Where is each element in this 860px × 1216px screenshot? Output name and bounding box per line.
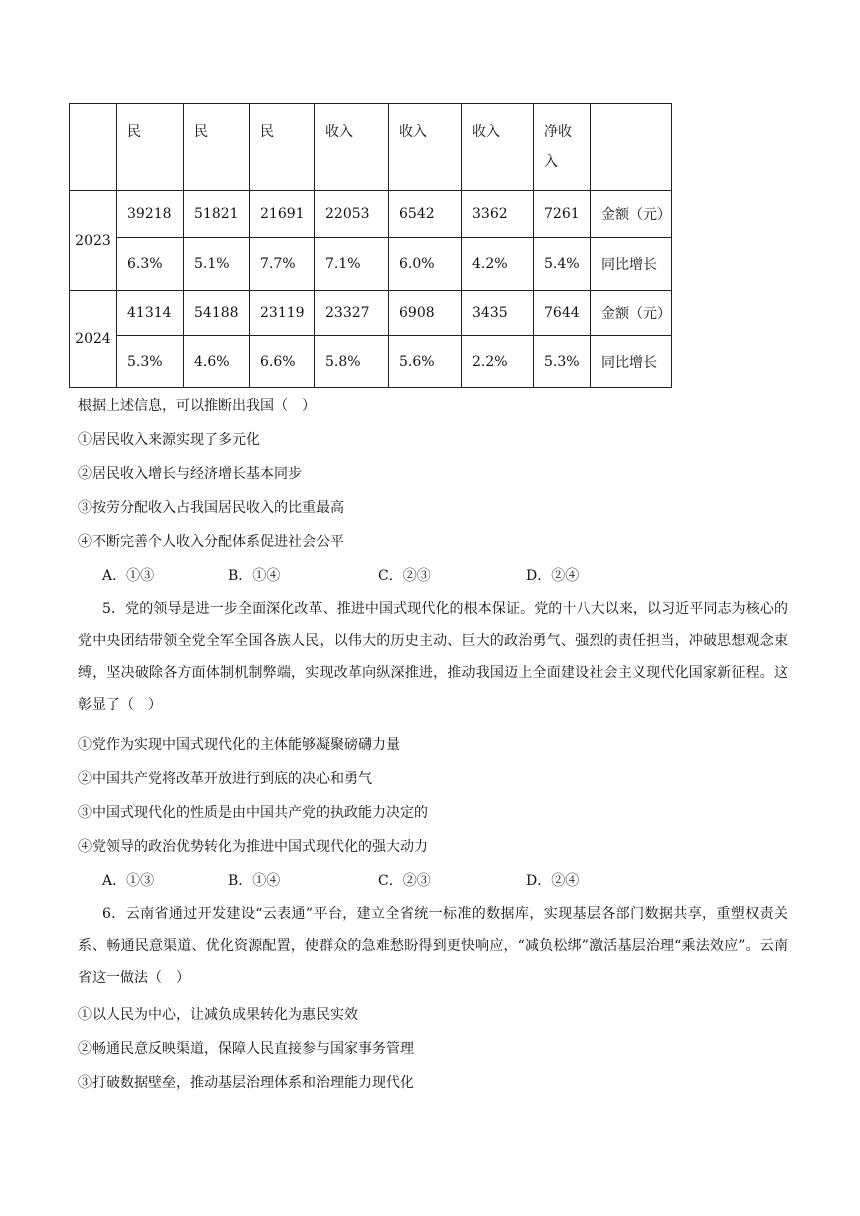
question-5-item: ③中国式现代化的性质是由中国共产党的执政能力决定的: [78, 805, 428, 821]
table-header-cell: [534, 104, 591, 191]
table-cell: 6.0%: [389, 238, 462, 291]
question-4-item: ④不断完善个人收入分配体系促进社会公平: [78, 534, 344, 550]
table-cell: 6542: [389, 191, 462, 238]
table-cell: 7.7%: [250, 238, 315, 291]
table-header-text: 净收入: [544, 124, 572, 170]
table-cell: 23327: [315, 291, 389, 336]
table-cell: 6.3%: [117, 238, 184, 291]
table-cell: 5.6%: [389, 336, 462, 388]
question-5-item: ②中国共产党将改革开放进行到底的决心和勇气: [78, 771, 372, 787]
table-row: [70, 336, 672, 388]
table-cell: 4.2%: [462, 238, 534, 291]
option-d[interactable]: D．②④: [526, 873, 580, 889]
question-4-item: ③按劳分配收入占我国居民收入的比重最高: [78, 500, 344, 516]
table-header-cell: 民: [184, 104, 250, 191]
table-cell: 41314: [117, 291, 184, 336]
table-cell: 6908: [389, 291, 462, 336]
table-cell: 3362: [462, 191, 534, 238]
table-cell: 5.3%: [534, 336, 591, 388]
option-d[interactable]: D．②④: [526, 568, 580, 584]
year-cell: 2023: [70, 191, 117, 291]
table-corner-cell: [70, 104, 117, 191]
table-cell: 4.6%: [184, 336, 250, 388]
option-a[interactable]: A．①③: [102, 873, 155, 889]
table-cell: 21691: [250, 191, 315, 238]
table-header-cell: [591, 104, 672, 191]
option-c[interactable]: C．②③: [378, 568, 431, 584]
table-cell: 5.8%: [315, 336, 389, 388]
row-label-cell: 金额（元）: [591, 191, 672, 238]
question-5-item: ①党作为实现中国式现代化的主体能够凝聚磅礴力量: [78, 737, 400, 753]
table-row: [70, 291, 672, 336]
question-6-item: ①以人民为中心，让减负成果转化为惠民实效: [78, 1007, 358, 1023]
table-cell: 23119: [250, 291, 315, 336]
table-cell: 5.1%: [184, 238, 250, 291]
table-header-cell: 民: [250, 104, 315, 191]
question-5-stem: 5．党的领导是进一步全面深化改革、推进中国式现代化的根本保证。党的十八大以来，以习近平同志为核心的党中央团结带领全党全军全国各族人民，以伟大的历史主动、巨大的政治勇气、强烈的责任担当，冲破思想观念束缚，坚决破除各方面体制机制弊端，实现改革向纵深推进，推动我国迈上全面建设社会主义现代化国家新征程。这彰显了（ ）: [78, 601, 788, 713]
question-6-stem: 6．云南省通过开发建设“云表通”平台，建立全省统一标准的数据库，实现基层各部门数据共享，重塑权责关系、畅通民意渠道、优化资源配置，使群众的急难愁盼得到更快响应，“减负松绑”激活基层治理“乘法效应”。云南省这一做法（ ）: [78, 906, 788, 986]
table-header-cell: 收入: [389, 104, 462, 191]
table-cell: 5.3%: [117, 336, 184, 388]
question-4-item: ②居民收入增长与经济增长基本同步: [78, 466, 302, 482]
question-5-item: ④党领导的政治优势转化为推进中国式现代化的强大动力: [78, 839, 428, 855]
income-table: [69, 103, 672, 388]
table-header-cell: 收入: [462, 104, 534, 191]
option-c[interactable]: C．②③: [378, 873, 431, 889]
question-6-item: ③打破数据壁垒，推动基层治理体系和治理能力现代化: [78, 1075, 414, 1091]
table-cell: 3435: [462, 291, 534, 336]
table-cell: 22053: [315, 191, 389, 238]
question-4-stem: 根据上述信息，可以推断出我国（ ）: [78, 398, 316, 414]
option-b[interactable]: B．①④: [228, 568, 281, 584]
table-cell: 6.6%: [250, 336, 315, 388]
table-cell: 5.4%: [534, 238, 591, 291]
table-cell: 7261: [534, 191, 591, 238]
row-label-cell: 同比增长: [591, 238, 672, 291]
table-cell: 51821: [184, 191, 250, 238]
table-cell: 7644: [534, 291, 591, 336]
option-b[interactable]: B．①④: [228, 873, 281, 889]
table-row: [70, 238, 672, 291]
table-header-row: [70, 104, 672, 191]
year-cell: 2024: [70, 291, 117, 388]
table-cell: 54188: [184, 291, 250, 336]
table-row: [70, 191, 672, 238]
question-4-item: ①居民收入来源实现了多元化: [78, 432, 260, 448]
row-label-cell: 同比增长: [591, 336, 672, 388]
table-cell: 7.1%: [315, 238, 389, 291]
table-header-cell: 收入: [315, 104, 389, 191]
option-a[interactable]: A．①③: [102, 568, 155, 584]
table-cell: 39218: [117, 191, 184, 238]
row-label-cell: 金额（元）: [591, 291, 672, 336]
question-6-item: ②畅通民意反映渠道，保障人民直接参与国家事务管理: [78, 1041, 414, 1057]
table-header-cell: 民: [117, 104, 184, 191]
table-cell: 2.2%: [462, 336, 534, 388]
